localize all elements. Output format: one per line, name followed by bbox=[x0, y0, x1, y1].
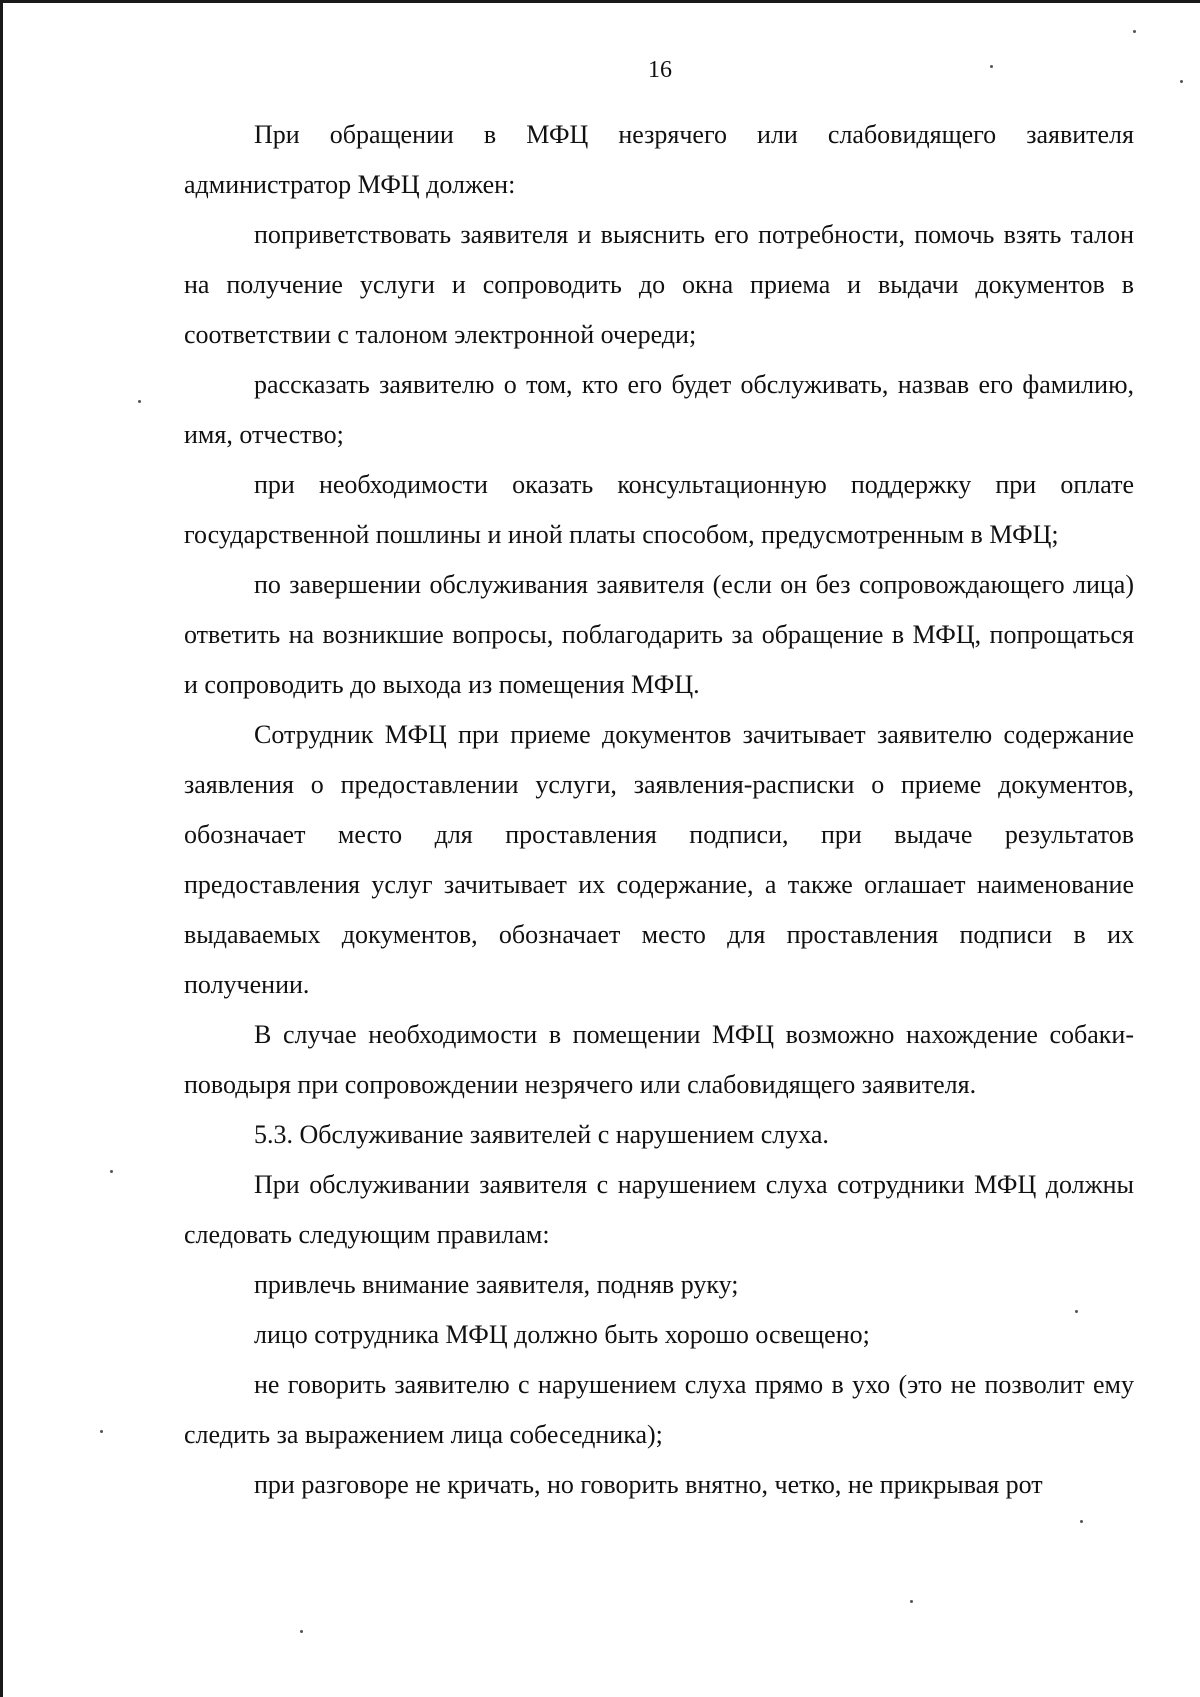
paragraph-9: привлечь внимание заявителя, подняв руку; bbox=[254, 1270, 739, 1299]
paragraph-6: Сотрудник МФЦ при приеме документов зачитывает заявителю содержание заявления о предоставлении услуги, заявления-расписки о приеме документов, обозначает место для проставления подписи, при выдаче результатов предоставления услуг зачитывает их содержание, а также оглашает наименование выдаваемых документов, обозначает место для проставления подписи в их получении. bbox=[184, 720, 1134, 999]
scan-speck bbox=[990, 65, 993, 68]
scan-speck bbox=[300, 1630, 303, 1633]
scan-speck bbox=[1080, 1520, 1083, 1523]
scan-speck bbox=[110, 1170, 113, 1173]
scan-speck bbox=[910, 1600, 913, 1603]
scan-speck bbox=[1180, 80, 1183, 83]
scan-speck bbox=[138, 400, 141, 403]
paragraph-4: при необходимости оказать консультационную поддержку при оплате государственной пошлины и иной платы способом, предусмотренным в МФЦ; bbox=[184, 470, 1134, 549]
section-heading-5-3: 5.3. Обслуживание заявителей с нарушением слуха. bbox=[254, 1120, 829, 1149]
scan-speck bbox=[1133, 30, 1136, 33]
paragraph-7: В случае необходимости в помещении МФЦ возможно нахождение собаки-поводыря при сопровождении незрячего или слабовидящего заявителя. bbox=[184, 1020, 1134, 1099]
scan-speck bbox=[100, 1430, 103, 1433]
paragraph-12: при разговоре не кричать, но говорить внятно, четко, не прикрывая рот bbox=[254, 1470, 1043, 1499]
paragraph-11: не говорить заявителю с нарушением слуха прямо в ухо (это не позволит ему следить за выражением лица собеседника); bbox=[184, 1370, 1134, 1449]
document-text bbox=[184, 110, 1134, 1510]
page-number: 16 bbox=[648, 57, 672, 83]
paragraph-1: При обращении в МФЦ незрячего или слабовидящего заявителя администратор МФЦ должен: bbox=[184, 120, 1134, 199]
left-border-line bbox=[0, 0, 3, 1697]
paragraph-8: При обслуживании заявителя с нарушением слуха сотрудники МФЦ должны следовать следующим правилам: bbox=[184, 1170, 1134, 1249]
scan-speck bbox=[1075, 1310, 1078, 1313]
paragraph-2: поприветствовать заявителя и выяснить его потребности, помочь взять талон на получение услуги и сопроводить до окна приема и выдачи документов в соответствии с талоном электронной очереди; bbox=[184, 220, 1134, 349]
paragraph-5: по завершении обслуживания заявителя (если он без сопровождающего лица) ответить на возникшие вопросы, поблагодарить за обращение в МФЦ, попрощаться и сопроводить до выхода из помещения МФЦ. bbox=[184, 570, 1134, 699]
paragraph-3: рассказать заявителю о том, кто его будет обслуживать, назвав его фамилию, имя, отчество; bbox=[184, 370, 1134, 449]
top-border-line bbox=[0, 0, 1200, 3]
paragraph-10: лицо сотрудника МФЦ должно быть хорошо освещено; bbox=[254, 1320, 870, 1349]
